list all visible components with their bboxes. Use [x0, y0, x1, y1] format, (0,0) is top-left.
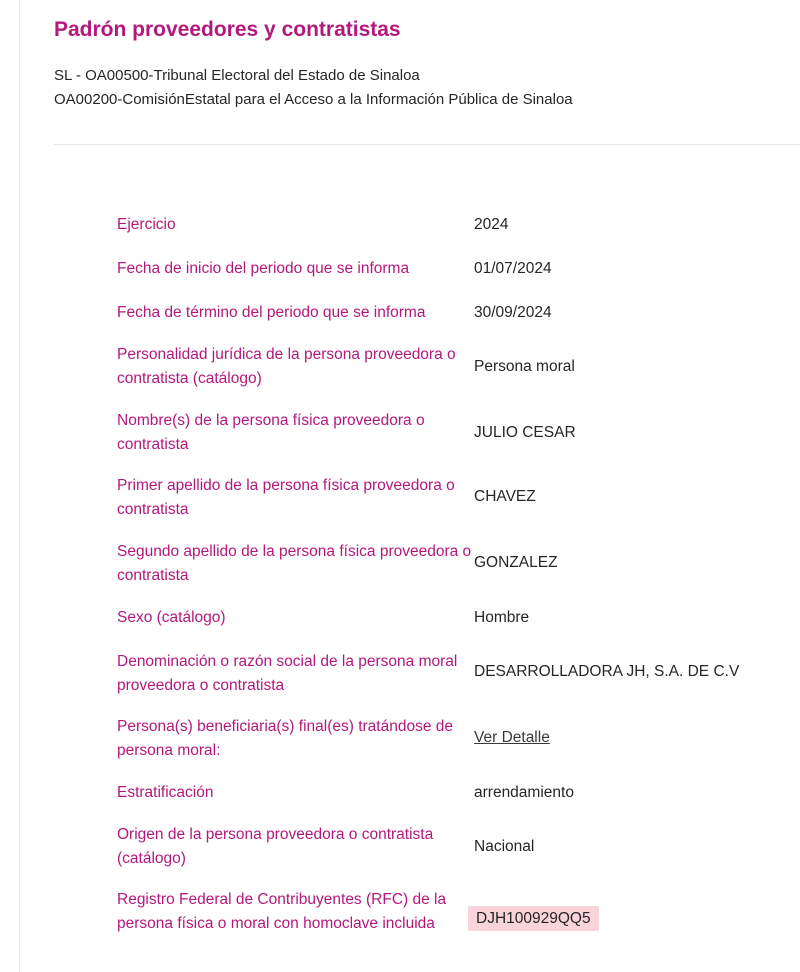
left-border — [19, 0, 20, 972]
field-value-nombre: JULIO CESAR — [474, 424, 576, 441]
field-label-segundo-apellido: Segundo apellido de la persona física proveedora o contratista — [117, 543, 472, 584]
subtitle-line-1: SL - OA00500-Tribunal Electoral del Estado de Sinaloa — [54, 67, 420, 84]
ver-detalle-link[interactable] — [474, 726, 794, 750]
field-label-sexo: Sexo (catálogo) — [117, 609, 226, 626]
field-label-nombre: Nombre(s) de la persona física proveedora o contratista — [117, 412, 425, 453]
field-value-fecha-termino: 30/09/2024 — [474, 304, 552, 321]
field-label-estratificacion: Estratificación — [117, 784, 214, 801]
field-value-personalidad-juridica: Persona moral — [474, 358, 575, 375]
field-value-razon-social: DESARROLLADORA JH, S.A. DE C.V — [474, 663, 740, 680]
field-label-beneficiarios: Persona(s) beneficiaria(s) final(es) tratándose de persona moral: — [117, 718, 453, 759]
field-label-rfc: Registro Federal de Contribuyentes (RFC) de la persona física o moral con homoclave incluida — [117, 891, 447, 932]
field-value-estratificacion: arrendamiento — [474, 784, 574, 801]
field-value-sexo: Hombre — [474, 609, 530, 626]
field-label-razon-social: Denominación o razón social de la persona moral proveedora o contratista — [117, 653, 458, 694]
field-value-ejercicio: 2024 — [474, 216, 509, 233]
field-label-ejercicio: Ejercicio — [117, 216, 176, 233]
field-value-origen: Nacional — [474, 838, 535, 855]
page-title: Padrón proveedores y contratistas — [54, 18, 401, 41]
ver-detalle-link-text[interactable]: Ver Detalle — [474, 729, 550, 746]
rfc-highlight: DJH100929QQ5 — [468, 906, 599, 931]
page-subtitle — [54, 64, 573, 112]
field-value-rfc — [474, 907, 794, 931]
field-label-fecha-inicio: Fecha de inicio del periodo que se informa — [117, 260, 410, 277]
subtitle-line-2: OA00200-ComisiónEstatal para el Acceso a la Información Pública de Sinaloa — [54, 91, 573, 108]
field-label-fecha-termino: Fecha de término del periodo que se informa — [117, 304, 426, 321]
field-label-primer-apellido: Primer apellido de la persona física proveedora o contratista — [117, 477, 455, 518]
field-value-fecha-inicio: 01/07/2024 — [474, 260, 552, 277]
field-value-segundo-apellido: GONZALEZ — [474, 554, 558, 571]
field-label-personalidad-juridica: Personalidad jurídica de la persona proveedora o contratista (catálogo) — [117, 346, 456, 387]
header-divider — [54, 144, 800, 145]
field-label-origen: Origen de la persona proveedora o contratista (catálogo) — [117, 826, 434, 867]
field-value-primer-apellido: CHAVEZ — [474, 488, 536, 505]
